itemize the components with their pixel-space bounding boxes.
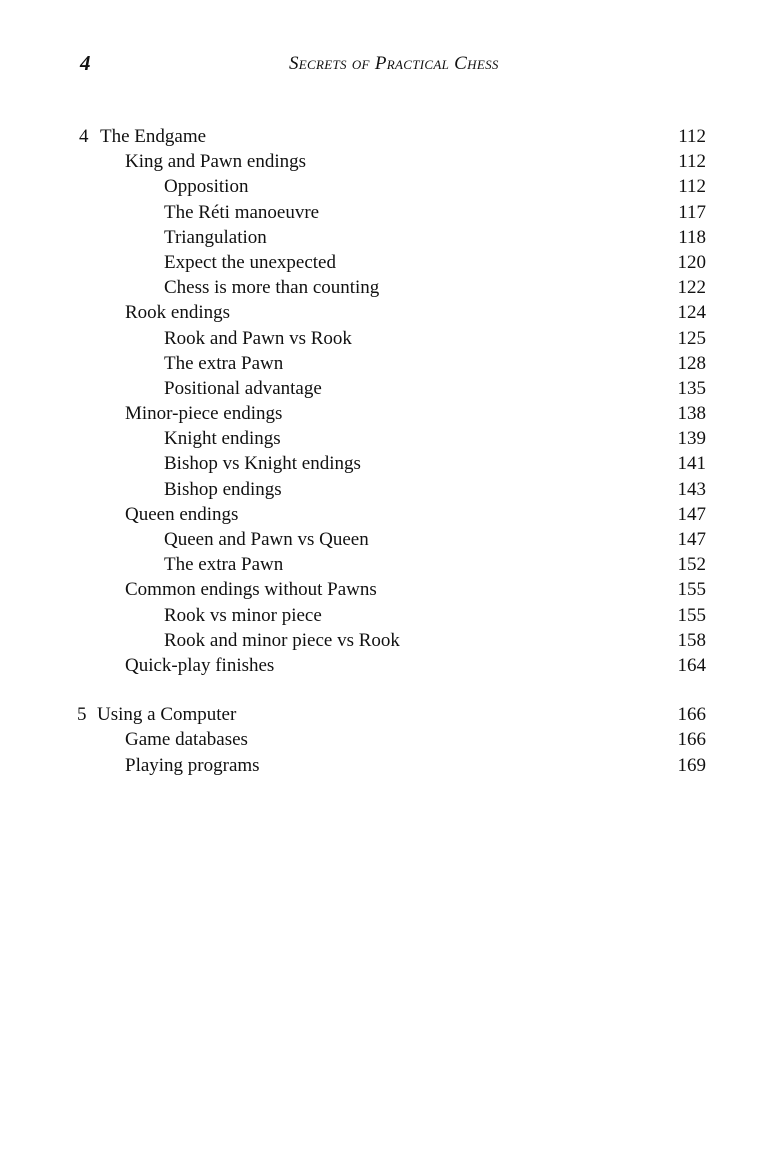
page-ref: 117 — [678, 201, 706, 223]
toc-section — [0, 502, 761, 527]
subsection-title: The extra Pawn — [164, 352, 284, 374]
chapter-title: The Endgame — [100, 126, 207, 147]
page-ref: 120 — [677, 251, 706, 273]
toc-subsection — [0, 628, 761, 653]
page-ref: 128 — [677, 352, 706, 374]
toc-section — [0, 401, 761, 426]
toc-subsection — [0, 376, 761, 401]
subsection-title: Chess is more than counting — [164, 277, 380, 299]
toc-subsection — [0, 225, 761, 250]
page-ref: 143 — [677, 478, 706, 500]
page-ref: 112 — [678, 176, 706, 198]
toc-subsection — [0, 603, 761, 628]
page-ref: 164 — [677, 654, 706, 676]
toc-subsection — [0, 351, 761, 376]
section-title: Queen endings — [125, 503, 239, 525]
page-number: 4 — [80, 51, 91, 75]
toc-subsection — [0, 200, 761, 225]
toc-subsection — [0, 174, 761, 199]
subsection-title: Rook and minor piece vs Rook — [164, 629, 400, 651]
subsection-title: Opposition — [164, 176, 249, 198]
page-ref: 155 — [677, 604, 706, 626]
page-ref: 112 — [678, 151, 706, 173]
toc-section — [0, 753, 761, 778]
toc-section — [0, 577, 761, 602]
page-ref: 155 — [677, 579, 706, 601]
section-title: Playing programs — [125, 754, 260, 776]
page-ref: 135 — [677, 377, 706, 399]
chapter-number: 5 — [77, 704, 87, 726]
toc-subsection — [0, 326, 761, 351]
subsection-title: The extra Pawn — [164, 554, 284, 576]
page-ref: 169 — [677, 754, 706, 776]
page-ref: 138 — [677, 403, 706, 425]
toc-subsection — [0, 426, 761, 451]
page-ref: 166 — [677, 704, 706, 726]
toc-subsection — [0, 250, 761, 275]
page-ref: 118 — [678, 226, 706, 248]
toc-chapter-5 — [0, 702, 761, 727]
page-ref: 141 — [677, 453, 706, 475]
page-ref: 112 — [678, 126, 706, 147]
running-title: Secrets of Practical Chess — [289, 53, 499, 74]
toc-subsection — [0, 451, 761, 476]
subsection-title: Rook and Pawn vs Rook — [164, 327, 352, 349]
page-ref: 139 — [677, 428, 706, 450]
toc-subsection — [0, 527, 761, 552]
toc-section — [0, 727, 761, 752]
subsection-title: Bishop vs Knight endings — [164, 453, 361, 475]
section-title: Rook endings — [125, 302, 231, 324]
subsection-title: Bishop endings — [164, 478, 282, 500]
chapter-number: 4 — [79, 126, 89, 147]
section-title: Minor-piece endings — [125, 403, 283, 425]
subsection-title: Expect the unexpected — [164, 251, 336, 273]
page-ref: 124 — [677, 302, 706, 324]
toc-subsection — [0, 477, 761, 502]
toc-chapter-4 — [0, 124, 761, 149]
subsection-title: Triangulation — [164, 226, 267, 248]
page-ref: 147 — [677, 529, 706, 550]
toc-subsection — [0, 275, 761, 300]
section-title: Common endings without Pawns — [125, 579, 377, 601]
toc-section — [0, 149, 761, 174]
page-ref: 147 — [677, 503, 706, 525]
page-ref: 166 — [677, 729, 706, 751]
section-title: Game databases — [125, 729, 248, 751]
page-ref: 122 — [677, 277, 706, 299]
subsection-title: Knight endings — [164, 428, 281, 450]
subsection-title: The Réti manoeuvre — [164, 201, 320, 223]
subsection-title: Positional advantage — [164, 377, 322, 399]
page-ref: 158 — [677, 629, 706, 651]
toc-section — [0, 300, 761, 325]
toc-subsection — [0, 552, 761, 577]
section-title: King and Pawn endings — [125, 151, 307, 173]
chapter-title: Using a Computer — [97, 704, 237, 726]
subsection-title: Rook vs minor piece — [164, 604, 322, 626]
table-of-contents — [0, 124, 761, 778]
toc-section — [0, 653, 761, 678]
page-ref: 152 — [677, 554, 706, 576]
subsection-title: Queen and Pawn vs Queen — [164, 529, 369, 550]
section-title: Quick-play finishes — [125, 654, 275, 676]
page-ref: 125 — [677, 327, 706, 349]
